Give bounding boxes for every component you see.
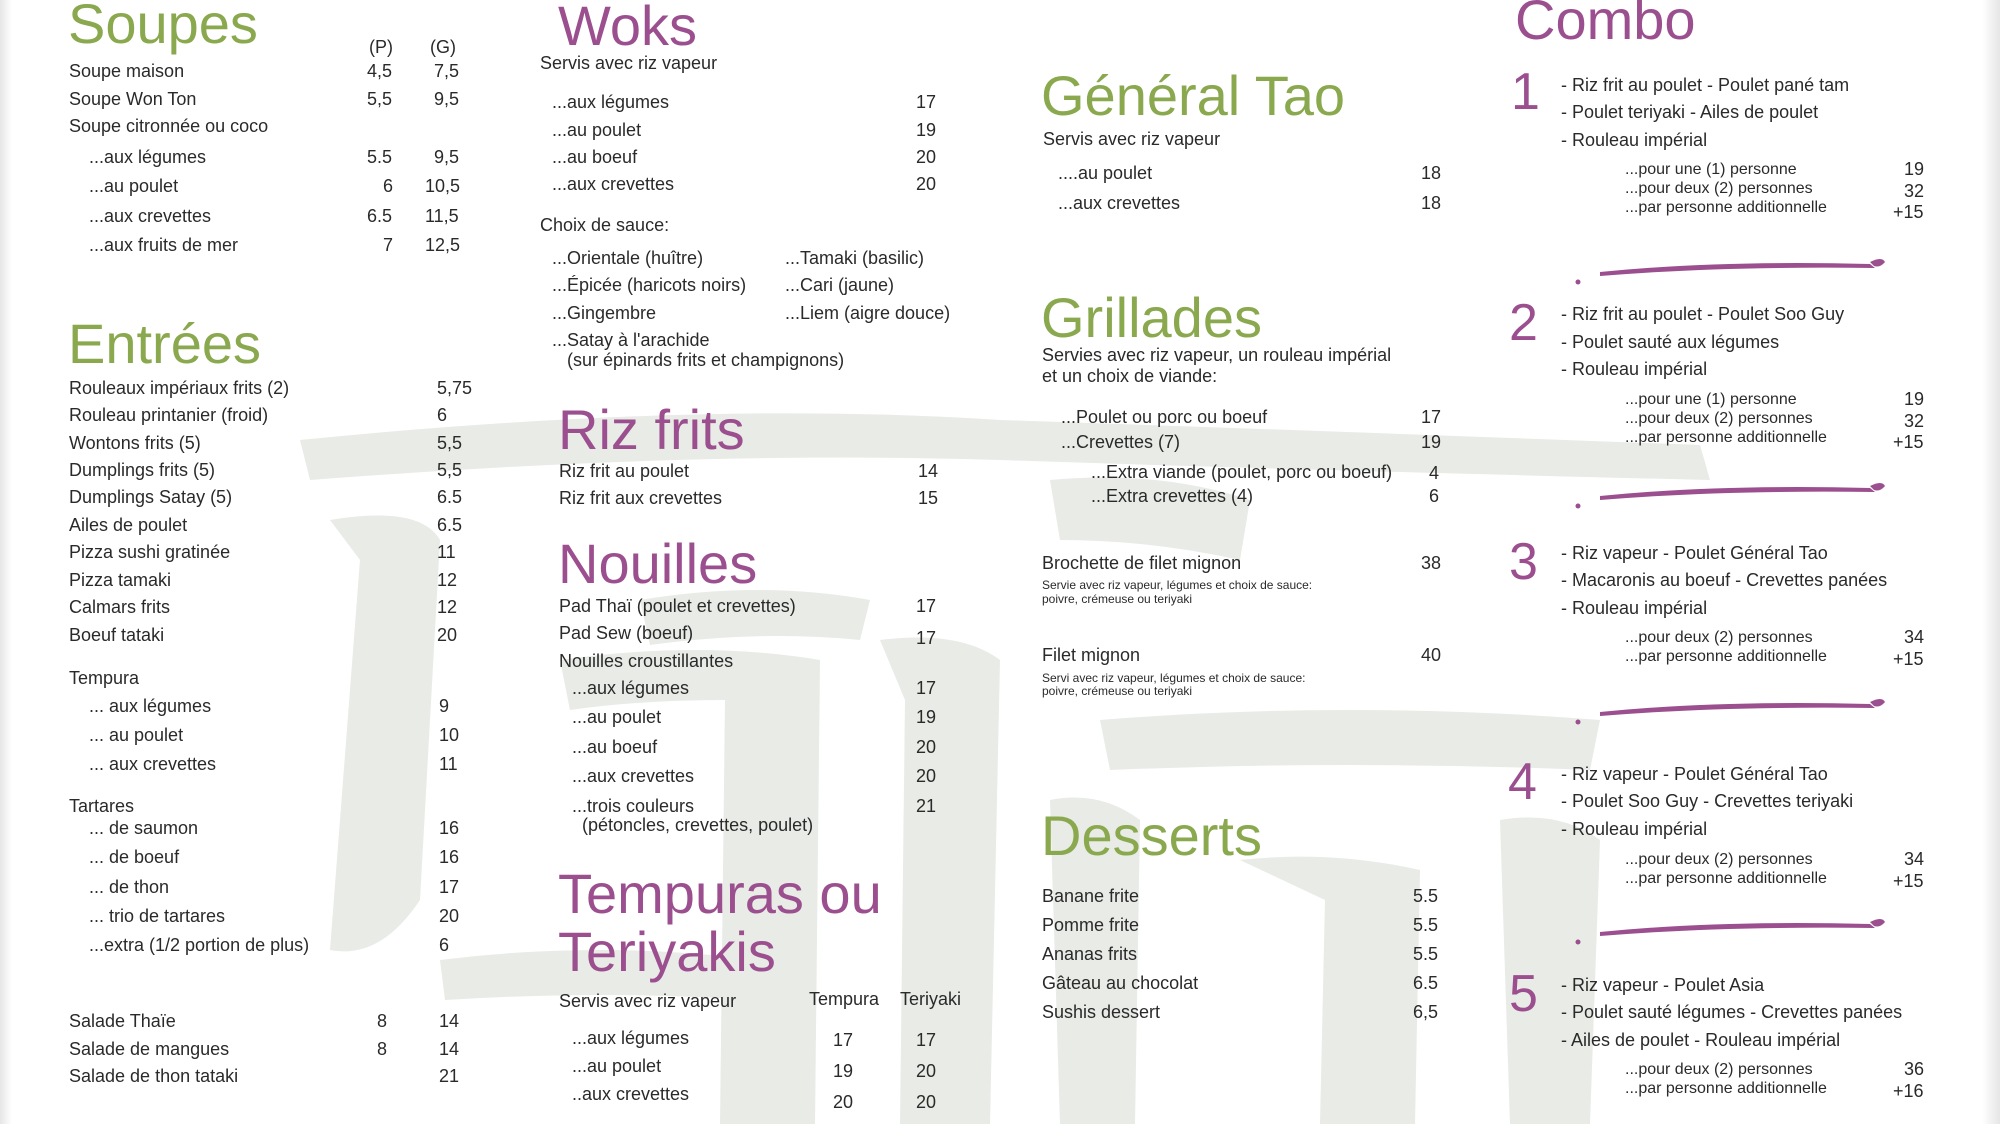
grillade-row-price: 6 (1429, 486, 1440, 506)
soupe-row-label: ...aux légumes (89, 147, 207, 167)
combo-line: - Riz frit au poulet - Poulet pané tam (1561, 75, 1850, 95)
dessert-row-label: Sushis dessert (1042, 1002, 1161, 1022)
wok-row-price: 20 (916, 174, 937, 194)
combo-price: +15 (1893, 202, 1924, 222)
soupe-row-g: 10,5 (425, 176, 461, 196)
entree-row-price: 12 (437, 597, 458, 617)
wok-row-price: 19 (916, 120, 937, 140)
sauce-option-note: (sur épinards frits et champignons) (567, 350, 845, 370)
soupe-row-label: Soupe Won Ton (69, 89, 197, 109)
combo-price: 19 (1904, 159, 1925, 179)
brush-divider (1570, 912, 1890, 947)
nouille-row-label: ...au poulet (572, 707, 662, 727)
nouille-row-label: ...aux légumes (572, 678, 690, 698)
tempuras-subtitle: Servis avec riz vapeur (559, 991, 737, 1011)
entrees-title: Entrées (68, 312, 261, 375)
combo-price-label: ...pour deux (2) personnes (1625, 180, 1813, 197)
soupe-row-p: 6.5 (367, 206, 393, 226)
combo-number: 5 (1509, 965, 1538, 1023)
salade-row-g: 14 (439, 1011, 460, 1031)
nouille-row-price: 20 (916, 737, 937, 757)
tartare-row-price: 20 (439, 906, 460, 926)
entree-row-price: 6.5 (437, 487, 463, 507)
tartare-row-label: ... de saumon (89, 818, 199, 838)
sauce-title: Choix de sauce: (540, 215, 670, 235)
entree-row-label: Rouleaux impériaux frits (2) (69, 378, 290, 398)
brochette-note-2: poivre, crémeuse ou teriyaki (1042, 592, 1193, 606)
combo-price: 34 (1904, 627, 1925, 647)
combo-number: 2 (1509, 294, 1538, 352)
wok-row-price: 20 (916, 147, 937, 167)
combo-price: 32 (1904, 181, 1925, 201)
dessert-row-price: 5.5 (1413, 944, 1439, 964)
soupes-col-g: (G) (430, 37, 456, 57)
sauce-option: ...Épicée (haricots noirs) (552, 275, 747, 295)
entree-row-label: Pizza tamaki (69, 570, 172, 590)
grillade-row-label: ...Extra viande (poulet, porc ou boeuf) (1091, 462, 1393, 482)
sauce-option: ...Gingembre (552, 303, 657, 323)
grillades-title: Grillades (1041, 286, 1262, 349)
nouille-row-label: Nouilles croustillantes (559, 651, 734, 671)
tempuras-row-tempura: 17 (833, 1030, 854, 1050)
combo-price: +15 (1893, 649, 1924, 669)
combo-price-label: ...par personne additionnelle (1625, 870, 1827, 887)
general-tao-title: Général Tao (1041, 64, 1346, 127)
tartare-row-price: 6 (439, 935, 450, 955)
soupe-row-p: 4,5 (367, 61, 393, 81)
soupe-row-p: 5.5 (367, 147, 393, 167)
tartare-row-label: ...extra (1/2 portion de plus) (89, 935, 310, 955)
entree-row-label: Wontons frits (5) (69, 433, 201, 453)
combo-line: - Riz vapeur - Poulet Général Tao (1561, 543, 1828, 563)
combo-price-label: ...pour deux (2) personnes (1625, 410, 1813, 427)
nouille-row-price: 17 (916, 678, 937, 698)
tartare-row-price: 16 (439, 847, 460, 867)
combo-number: 4 (1508, 753, 1537, 811)
dessert-row-label: Gâteau au chocolat (1042, 973, 1199, 993)
combo-line: - Poulet Soo Guy - Crevettes teriyaki (1561, 791, 1854, 811)
combo-number: 3 (1509, 533, 1538, 591)
soupe-row-g: 9,5 (434, 147, 460, 167)
soupe-row-p: 5,5 (367, 89, 393, 109)
wok-row-label: ...au boeuf (552, 147, 638, 167)
combo-price-label: ...pour deux (2) personnes (1625, 1061, 1813, 1078)
combo-price-label: ...pour deux (2) personnes (1625, 851, 1813, 868)
combo-price-label: ...par personne additionnelle (1625, 199, 1827, 216)
combo-price-label: ...par personne additionnelle (1625, 1080, 1827, 1097)
sauce-option: ...Tamaki (basilic) (785, 248, 925, 268)
riz-row-price: 14 (918, 461, 939, 481)
brush-divider (1570, 692, 1890, 727)
sauce-option: ...Cari (jaune) (785, 275, 895, 295)
nouille-row-price: 17 (916, 596, 937, 616)
tempura-label: Tempura (69, 668, 140, 688)
tempuras-col-teriyaki: Teriyaki (900, 989, 962, 1009)
dessert-row-price: 5.5 (1413, 915, 1439, 935)
combo-price: 36 (1904, 1059, 1925, 1079)
grillade-row-label: ...Extra crevettes (4) (1091, 486, 1254, 506)
combo-line: - Poulet sauté aux légumes (1561, 332, 1780, 352)
combo-price: +16 (1893, 1081, 1924, 1101)
combo-line: - Riz frit au poulet - Poulet Soo Guy (1561, 304, 1845, 324)
tempura-row-price: 9 (439, 696, 450, 716)
entree-row-price: 6 (437, 405, 448, 425)
wok-row-price: 17 (916, 92, 937, 112)
entree-row-price: 5,5 (437, 433, 463, 453)
soupe-row-label: Soupe maison (69, 61, 185, 81)
soupe-row-p: 7 (383, 235, 394, 255)
tartares-label: Tartares (69, 796, 135, 816)
entree-row-label: Dumplings frits (5) (69, 460, 216, 480)
combo-line: - Rouleau impérial (1561, 130, 1708, 150)
soupes-title: Soupes (68, 0, 258, 55)
nouille-row-price: 17 (916, 628, 937, 648)
nouille-row-label: Pad Thaï (poulet et crevettes) (559, 596, 796, 616)
riz-row-label: Riz frit aux crevettes (559, 488, 723, 508)
combo-price: 34 (1904, 849, 1925, 869)
tempuras-row-teriyaki: 20 (916, 1061, 937, 1081)
combo-line: - Rouleau impérial (1561, 819, 1708, 839)
dessert-row-price: 6,5 (1413, 1002, 1439, 1022)
combo-line: - Poulet sauté légumes - Crevettes panées (1561, 1002, 1903, 1022)
nouilles-title: Nouilles (558, 532, 758, 595)
grillades-subtitle-1: Servies avec riz vapeur, un rouleau impérial (1042, 345, 1392, 365)
entree-row-price: 11 (437, 542, 456, 562)
tartare-row-label: ... trio de tartares (89, 906, 226, 926)
dessert-row-label: Ananas frits (1042, 944, 1138, 964)
nouille-row-price: 21 (916, 796, 937, 816)
entree-row-label: Dumplings Satay (5) (69, 487, 233, 507)
entree-row-price: 12 (437, 570, 458, 590)
combo-line: - Macaronis au boeuf - Crevettes panées (1561, 570, 1888, 590)
woks-title: Woks (558, 0, 697, 57)
wok-row-label: ...au poulet (552, 120, 642, 140)
soupe-row-g: 12,5 (425, 235, 461, 255)
brush-divider (1570, 252, 1890, 287)
grillade-row-price: 19 (1421, 432, 1442, 452)
nouille-row-price: 19 (916, 707, 937, 727)
grillades-subtitle-2: et un choix de viande: (1042, 366, 1218, 386)
tempuras-col-tempura: Tempura (809, 989, 880, 1009)
tartare-row-label: ... de thon (89, 877, 170, 897)
combo-title: Combo (1515, 0, 1696, 51)
tempura-row-label: ... au poulet (89, 725, 184, 745)
salade-row-p: 8 (377, 1011, 388, 1031)
tempura-row-price: 10 (439, 725, 460, 745)
brush-divider (1570, 476, 1890, 511)
nouille-row-price: 20 (916, 766, 937, 786)
tempuras-title-line1: Tempuras ou (558, 862, 882, 925)
tempuras-row-teriyaki: 20 (916, 1092, 937, 1112)
woks-subtitle: Servis avec riz vapeur (540, 53, 718, 73)
dessert-row-price: 6.5 (1413, 973, 1439, 993)
salade-row-p: 8 (377, 1039, 388, 1059)
wok-row-label: ...aux crevettes (552, 174, 675, 194)
tartare-row-label: ... de boeuf (89, 847, 180, 867)
desserts-title: Desserts (1041, 804, 1262, 867)
combo-line: - Ailes de poulet - Rouleau impérial (1561, 1030, 1841, 1050)
grillade-row-price: 17 (1421, 407, 1442, 427)
soupe-row-p: 6 (383, 176, 394, 196)
entree-row-label: Rouleau printanier (froid) (69, 405, 269, 425)
grillade-row-label: ...Poulet ou porc ou boeuf (1061, 407, 1268, 427)
filet-label: Filet mignon (1042, 645, 1141, 665)
combo-price-label: ...pour deux (2) personnes (1625, 629, 1813, 646)
soupe-row-label: ...aux crevettes (89, 206, 212, 226)
dessert-row-price: 5.5 (1413, 886, 1439, 906)
tempuras-row-label: ..aux crevettes (572, 1084, 690, 1104)
entree-row-price: 5,5 (437, 460, 463, 480)
riz-title: Riz frits (558, 398, 745, 461)
nouille-note: (pétoncles, crevettes, poulet) (582, 815, 814, 835)
tempura-row-label: ... aux légumes (89, 696, 212, 716)
soupe-row-label: ...au poulet (89, 176, 179, 196)
soupes-col-p: (P) (369, 37, 393, 57)
sauce-option: ...Liem (aigre douce) (785, 303, 951, 323)
nouille-row-label: Pad Sew (boeuf) (559, 623, 694, 643)
combo-line: - Riz vapeur - Poulet Asia (1561, 975, 1765, 995)
combo-line: - Rouleau impérial (1561, 359, 1708, 379)
tempura-row-price: 11 (439, 754, 458, 774)
combo-price-label: ...par personne additionnelle (1625, 429, 1827, 446)
filet-price: 40 (1421, 645, 1442, 665)
entree-row-label: Boeuf tataki (69, 625, 165, 645)
entree-row-price: 20 (437, 625, 458, 645)
tempuras-row-label: ...au poulet (572, 1056, 662, 1076)
filet-note-2: poivre, crémeuse ou teriyaki (1042, 684, 1193, 698)
salade-row-g: 14 (439, 1039, 460, 1059)
combo-number: 1 (1511, 63, 1540, 121)
soupe-row-label: ...aux fruits de mer (89, 235, 239, 255)
entree-row-label: Ailes de poulet (69, 515, 188, 535)
soupe-row-label: Soupe citronnée ou coco (69, 116, 269, 136)
soupe-row-g: 11,5 (425, 206, 459, 226)
filet-note-1: Servi avec riz vapeur, légumes et choix de sauce: (1042, 671, 1306, 685)
brochette-price: 38 (1421, 553, 1442, 573)
combo-price: +15 (1893, 871, 1924, 891)
general-row-label: ....au poulet (1058, 163, 1153, 183)
combo-price-label: ...pour une (1) personne (1625, 391, 1797, 408)
general-tao-subtitle: Servis avec riz vapeur (1043, 129, 1221, 149)
brochette-note-1: Servie avec riz vapeur, légumes et choix de sauce: (1042, 578, 1313, 592)
sauce-option: ...Orientale (huître) (552, 248, 704, 268)
general-row-label: ...aux crevettes (1058, 193, 1181, 213)
grillade-row-price: 4 (1429, 463, 1440, 483)
tempuras-row-tempura: 19 (833, 1061, 854, 1081)
wok-row-label: ...aux légumes (552, 92, 670, 112)
tempuras-row-teriyaki: 17 (916, 1030, 937, 1050)
combo-price: 19 (1904, 389, 1925, 409)
nouille-row-label: ...trois couleurs (572, 796, 695, 816)
tartare-row-price: 16 (439, 818, 460, 838)
combo-price: 32 (1904, 411, 1925, 431)
entree-row-price: 6.5 (437, 515, 463, 535)
tempuras-row-label: ...aux légumes (572, 1028, 690, 1048)
nouille-row-label: ...au boeuf (572, 737, 658, 757)
combo-line: - Poulet teriyaki - Ailes de poulet (1561, 102, 1819, 122)
tempuras-row-tempura: 20 (833, 1092, 854, 1112)
salade-row-label: Salade de thon tataki (69, 1066, 239, 1086)
combo-price-label: ...par personne additionnelle (1625, 648, 1827, 665)
general-row-price: 18 (1421, 193, 1442, 213)
combo-price-label: ...pour une (1) personne (1625, 161, 1797, 178)
sauce-option: ...Satay à l'arachide (552, 330, 710, 350)
tartare-row-price: 17 (439, 877, 460, 897)
grillade-row-label: ...Crevettes (7) (1061, 432, 1181, 452)
general-row-price: 18 (1421, 163, 1442, 183)
combo-line: - Riz vapeur - Poulet Général Tao (1561, 764, 1828, 784)
soupe-row-g: 7,5 (434, 61, 460, 81)
dessert-row-label: Pomme frite (1042, 915, 1140, 935)
salade-row-label: Salade de mangues (69, 1039, 230, 1059)
nouille-row-label: ...aux crevettes (572, 766, 695, 786)
riz-row-price: 15 (918, 488, 939, 508)
soupe-row-g: 9,5 (434, 89, 460, 109)
salade-row-g: 21 (439, 1066, 460, 1086)
brochette-label: Brochette de filet mignon (1042, 553, 1242, 573)
riz-row-label: Riz frit au poulet (559, 461, 690, 481)
combo-line: - Rouleau impérial (1561, 598, 1708, 618)
tempuras-title-line2: Teriyakis (558, 920, 776, 983)
entree-row-label: Calmars frits (69, 597, 171, 617)
entree-row-price: 5,75 (437, 378, 473, 398)
dessert-row-label: Banane frite (1042, 886, 1140, 906)
tempura-row-label: ... aux crevettes (89, 754, 217, 774)
entree-row-label: Pizza sushi gratinée (69, 542, 231, 562)
combo-price: +15 (1893, 432, 1924, 452)
salade-row-label: Salade Thaïe (69, 1011, 176, 1031)
